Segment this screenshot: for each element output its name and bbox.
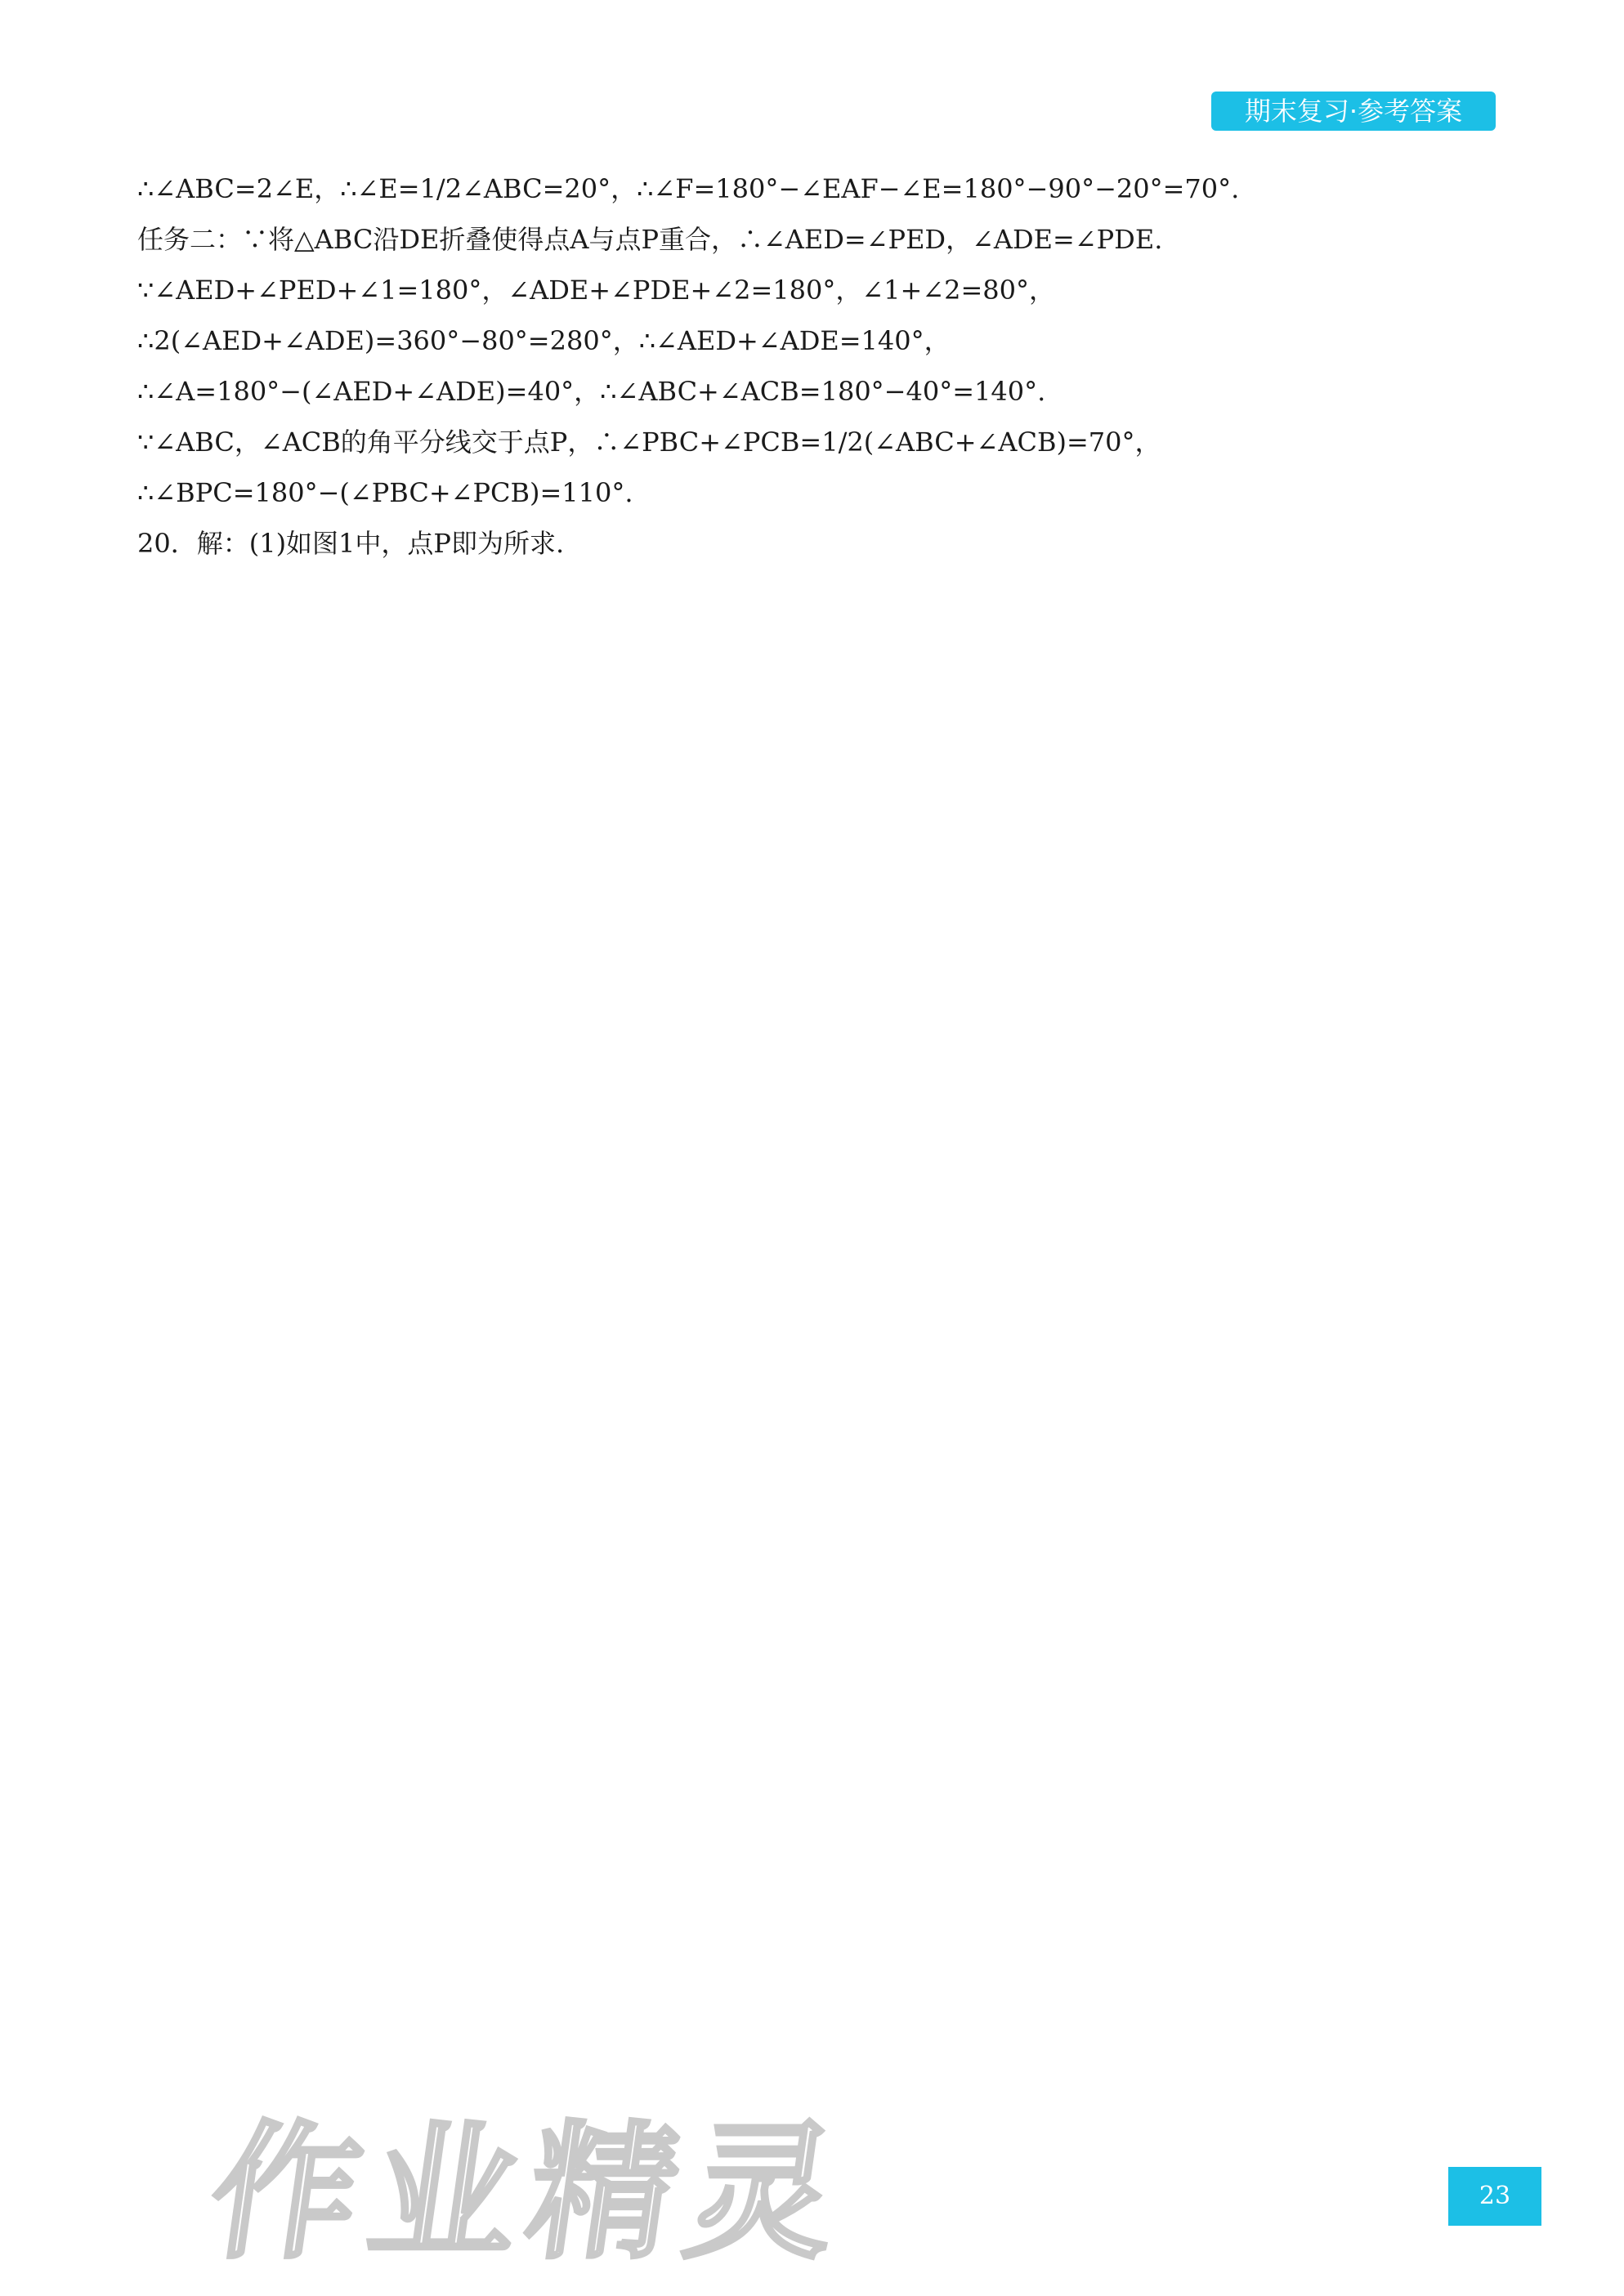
- answer-line: ∴∠BPC=180°−(∠PBC+∠PCB)=110°.: [137, 477, 633, 508]
- answer-line: 20．解：(1)如图1中，点P即为所求.: [137, 528, 565, 559]
- answer-line: 任务二：∵将△ABC沿DE折叠使得点A与点P重合，∴∠AED=∠PED，∠ADE=∠PDE.: [137, 224, 1163, 255]
- watermark-logo: 作业精灵: [200, 2108, 859, 2279]
- answer-line: ∴2(∠AED+∠ADE)=360°−80°=280°，∴∠AED+∠ADE=140°，: [137, 325, 951, 356]
- answer-line: ∵∠AED+∠PED+∠1=180°，∠ADE+∠PDE+∠2=180°，∠1+∠2=80°，: [137, 275, 1056, 306]
- page-number-badge: 23: [1448, 2167, 1541, 2226]
- answer-line: ∴∠ABC=2∠E，∴∠E=1/2∠ABC=20°，∴∠F=180°−∠EAF−∠E=180°−90°−20°=70°.: [137, 173, 1240, 204]
- answer-line: ∵∠ABC，∠ACB的角平分线交于点P，∴∠PBC+∠PCB=1/2(∠ABC+∠ACB)=70°，: [137, 427, 1161, 458]
- answer-line: ∴∠A=180°−(∠AED+∠ADE)=40°，∴∠ABC+∠ACB=180°−40°=140°.: [137, 376, 1046, 407]
- section-label-badge: 期末复习·参考答案: [1211, 92, 1496, 131]
- answer-text: [137, 163, 1478, 569]
